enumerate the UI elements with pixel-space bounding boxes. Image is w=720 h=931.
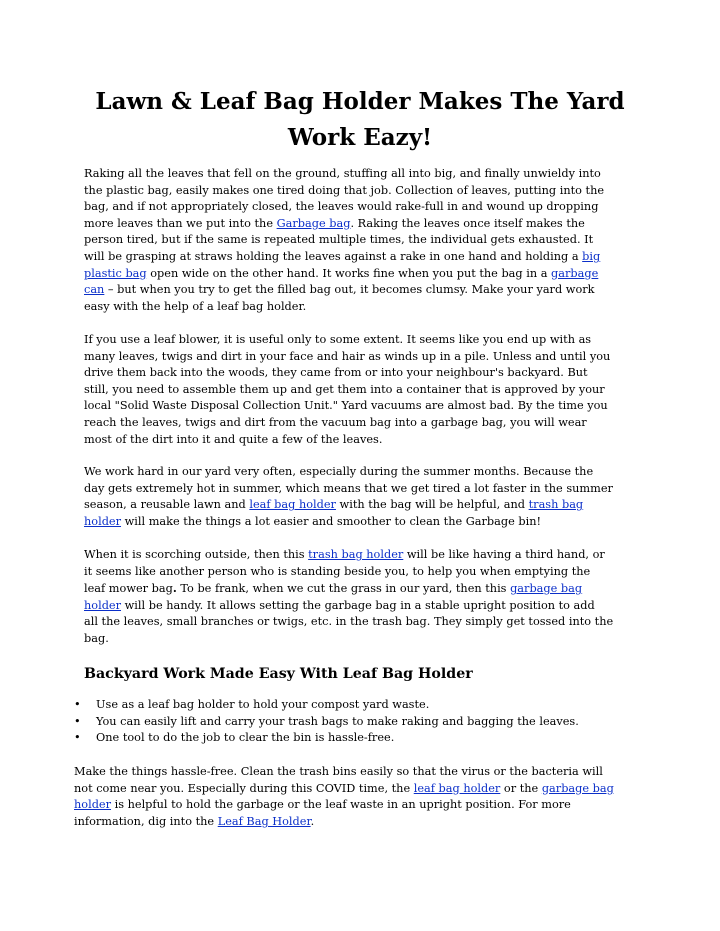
p4-line-5: all the leaves, small branches or twigs, etc. in the trash bag. They simply get tossed into the [84, 615, 614, 629]
p3-line-4: holder will make the things a lot easier and smoother to clean the Garbage bin! [84, 514, 542, 528]
p1-line-9: easy with the help of a leaf bag holder. [84, 299, 307, 313]
garbage-bag-holder-link[interactable]: garbage bag [510, 582, 583, 596]
leaf-bag-holder-link[interactable]: leaf bag holder [249, 498, 336, 512]
paragraph-2 [84, 332, 636, 448]
p4-line-1: When it is scorching outside, then this trash bag holder will be like having a third hand, or [84, 548, 605, 561]
p5-line-4: information, dig into the Leaf Bag Holder. [74, 814, 315, 828]
section-heading: Backyard Work Made Easy With Leaf Bag Holder [84, 666, 473, 682]
p2-line-1: If you use a leaf blower, it is useful only to some extent. It seems like you end up with as [84, 333, 592, 346]
p4-line-4: holder will be handy. It allows setting the garbage bag in a stable upright position to add [84, 598, 595, 612]
p1-line-3: bag, and if not appropriately closed, the leaves would rake-full in and wound up dropping [84, 200, 599, 214]
p1-line-1: Raking all the leaves that fell on the ground, stuffing all into big, and finally unwieldy into [84, 167, 601, 180]
p5-line-3: holder is helpful to hold the garbage or the leaf waste in an upright position. For more [74, 798, 571, 812]
p2-line-3: drive them back into the woods, they came from or into your neighbour's backyard. But [84, 366, 588, 380]
p1-line-4: more leaves than we put into the Garbage bag. Raking the leaves once itself makes the [84, 216, 585, 230]
p2-line-4: still, you need to assemble them up and get them into a container that is approved by your [84, 382, 605, 396]
page-title [80, 84, 640, 156]
list-item: • You can easily lift and carry your trash bags to make raking and bagging the leaves. [74, 714, 634, 731]
p2-line-7: most of the dirt into it and quite a few of the leaves. [84, 432, 383, 446]
garbage-bag-link[interactable]: Garbage bag [276, 216, 351, 230]
bullet-list [74, 697, 634, 747]
p2-line-6: reach the leaves, twigs and dirt from the vacuum bag into a garbage bag, you will wear [84, 415, 587, 429]
paragraph-5 [74, 764, 634, 830]
p3-line-2: day gets extremely hot in summer, which means that we get tired a lot faster in the summer [84, 481, 613, 495]
p1-line-7: plastic bag open wide on the other hand. It works fine when you put the bag in a garbage [84, 266, 599, 280]
bullet-icon: • [74, 731, 81, 745]
list-item: • Use as a leaf bag holder to hold your compost yard waste. [74, 697, 634, 714]
leaf-bag-holder-link-2[interactable]: leaf bag holder [413, 781, 501, 795]
trash-bag-holder-link[interactable]: trash bag [528, 498, 584, 512]
big-plastic-bag-link[interactable]: big [582, 249, 601, 263]
p1-line-6: will be grasping at straws holding the leaves against a rake in one hand and holding a big [84, 249, 601, 263]
p4-line-3: leaf mower bag. To be frank, when we cut the grass in our yard, then this garbage bag [84, 581, 583, 596]
bullet-icon: • [74, 698, 81, 711]
p2-line-2: many leaves, twigs and dirt in your face and hair as winds up in a pile. Unless and until you [84, 349, 611, 363]
garbage-bag-holder-link-2[interactable]: garbage bag [541, 781, 614, 795]
garbage-bag-holder-link-2-cont[interactable]: holder [74, 798, 112, 812]
garbage-can-link[interactable]: garbage [551, 266, 599, 280]
p4-line-2: it seems like another person who is standing beside you, to help you when emptying the [84, 564, 591, 578]
paragraph-4 [84, 547, 636, 648]
p5-line-2: not come near you. Especially during this COVID time, the leaf bag holder or the garbage bag [74, 781, 614, 795]
list-item: • One tool to do the job to clear the bin is hassle-free. [74, 730, 634, 747]
p2-line-5: local "Solid Waste Disposal Collection Unit." Yard vacuums are almost bad. By the time you [84, 399, 608, 413]
p4-line-6: bag. [84, 631, 109, 645]
garbage-can-link-cont[interactable]: can [84, 283, 105, 297]
big-plastic-bag-link-cont[interactable]: plastic bag [84, 266, 147, 280]
trash-bag-holder-link-cont[interactable]: holder [84, 514, 122, 528]
paragraph-1 [84, 166, 636, 315]
p1-line-8: can – but when you try to get the filled bag out, it becomes clumsy. Make your yard work [84, 283, 595, 297]
bullet-icon: • [74, 714, 81, 728]
p1-line-5: person tired, but if the same is repeated multiple times, the individual gets exhausted. It [84, 233, 594, 247]
p5-line-1: Make the things hassle-free. Clean the trash bins easily so that the virus or the bacteria will [74, 765, 603, 778]
p3-line-3: season, a reusable lawn and leaf bag holder with the bag will be helpful, and trash bag [84, 498, 584, 512]
garbage-bag-holder-link-cont[interactable]: holder [84, 598, 122, 612]
paragraph-3 [84, 464, 636, 530]
trash-bag-holder-link-2[interactable]: trash bag holder [308, 548, 404, 561]
leaf-bag-holder-main-link[interactable]: Leaf Bag Holder [217, 814, 311, 828]
title-line-2: Work Eazy! [287, 124, 433, 151]
p3-line-1: We work hard in our yard very often, especially during the summer months. Because the [84, 465, 594, 478]
title-line-1: Lawn & Leaf Bag Holder Makes The Yard [95, 88, 625, 115]
p1-line-2: the plastic bag, easily makes one tired doing that job. Collection of leaves, putting into the [84, 183, 605, 197]
